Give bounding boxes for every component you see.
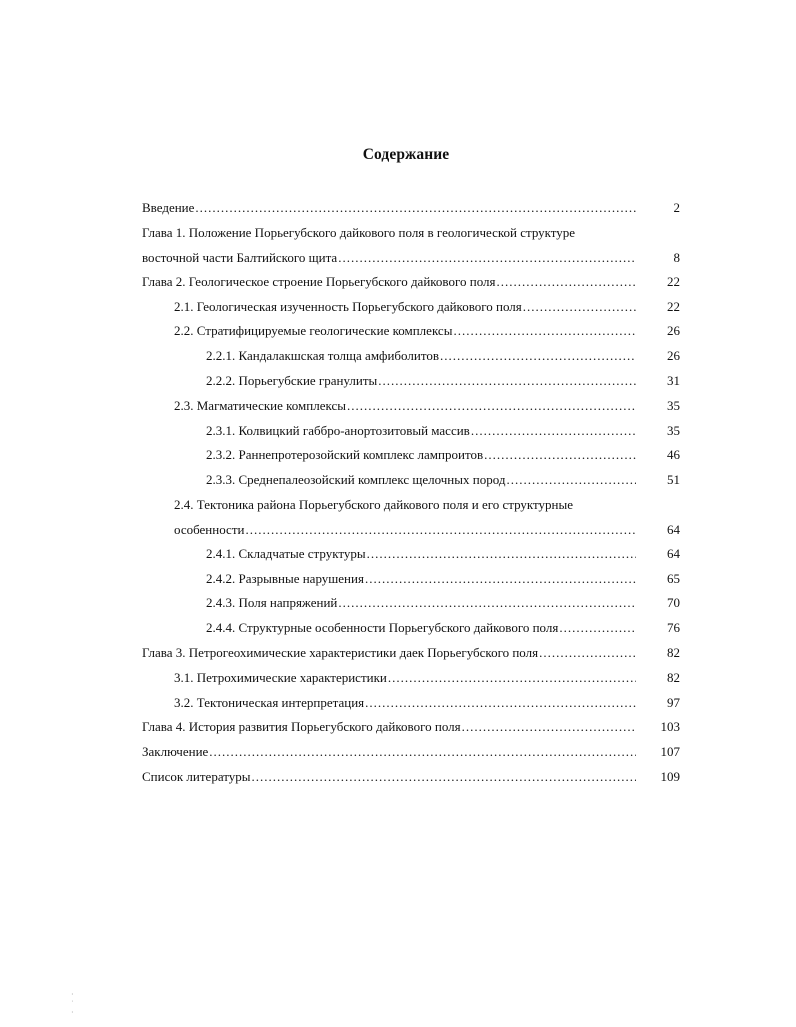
toc-entry-chapter-2[interactable]: [142, 274, 680, 290]
toc-leader-dots: [338, 250, 636, 266]
toc-entry-page: 65: [667, 571, 680, 586]
toc-entry-page: 97: [667, 695, 680, 710]
toc-entry-label: 2.3.2. Раннепротерозойский комплекс лампроитов: [206, 447, 484, 462]
toc-entry-page: 46: [667, 447, 680, 462]
toc-entry-page: 26: [667, 348, 680, 363]
toc-leader-dots: [388, 670, 636, 686]
toc-entry-page: 64: [667, 546, 680, 561]
toc-entry-label: 3.1. Петрохимические характеристики: [174, 670, 387, 685]
toc-entry-2-2[interactable]: [174, 323, 680, 339]
toc-leader-dots: [440, 348, 636, 364]
toc-leader-dots: [523, 299, 636, 315]
toc-entry-page: 103: [660, 719, 680, 734]
toc-entry-page: 31: [667, 373, 680, 388]
toc-entry-2-4-1[interactable]: [206, 546, 680, 562]
toc-entry-2-4-2[interactable]: [206, 571, 680, 587]
toc-entry-page: 22: [667, 299, 680, 314]
toc-leader-dots: [484, 447, 636, 463]
toc-entry-2-3-1[interactable]: [206, 423, 680, 439]
toc-entry-3-2[interactable]: [174, 695, 680, 711]
toc-entry-page: 26: [667, 323, 680, 338]
toc-entry-label: 2.1. Геологическая изученность Порьегубского дайкового поля: [174, 299, 522, 314]
toc-entry-references[interactable]: [142, 769, 680, 785]
toc-entry-chapter-4[interactable]: [142, 719, 680, 735]
toc-leader-dots: [245, 522, 636, 538]
toc-entry-label: особенности: [174, 522, 245, 537]
toc-entry-chapter-1[interactable]: [142, 225, 680, 266]
toc-leader-dots: [559, 620, 636, 636]
toc-entry-3-1[interactable]: [174, 670, 680, 686]
toc-leader-dots: [539, 645, 636, 661]
toc-entry-2-4-3[interactable]: [206, 595, 680, 611]
toc-entry-page: 64: [667, 522, 680, 537]
toc-entry-label: Глава 2. Геологическое строение Порьегубского дайкового поля: [142, 274, 496, 289]
toc-leader-dots: [347, 398, 636, 414]
toc-entry-2-4-4[interactable]: [206, 620, 680, 636]
toc-entry-page: 76: [667, 620, 680, 635]
toc-leader-dots: [365, 571, 636, 587]
toc-entry-label: 2.2. Стратифицируемые геологические комплексы: [174, 323, 453, 338]
page-title: Содержание: [362, 146, 450, 163]
toc-entry-chapter-3[interactable]: [142, 645, 680, 661]
toc-entry-label: Введение: [142, 200, 195, 215]
toc-leader-dots: [209, 744, 636, 760]
toc-leader-dots: [378, 373, 636, 389]
toc-leader-dots: [195, 200, 636, 216]
toc-entry-2-3-2[interactable]: [206, 447, 680, 463]
toc-entry-2-3-3[interactable]: [206, 472, 680, 488]
toc-entry-label: 2.2.1. Кандалакшская толща амфиболитов: [206, 348, 439, 363]
toc-entry-label: восточной части Балтийского щита: [142, 250, 338, 265]
toc-entry-page: 82: [667, 670, 680, 685]
toc-entry-page: 8: [673, 250, 680, 265]
toc-entry-page: 107: [660, 744, 680, 759]
toc-entry-page: 2: [673, 200, 680, 215]
toc-entry-page: 109: [660, 769, 680, 784]
scan-artifact: · ˙ ·: [71, 990, 74, 1017]
toc-entry-2-1[interactable]: [174, 299, 680, 315]
toc-entry-label-line1: Глава 1. Положение Порьегубского дайкового поля в геологической структуре: [142, 225, 576, 240]
toc-entry-label: 2.3.1. Колвицкий габбро-анортозитовый массив: [206, 423, 470, 438]
toc-leader-dots: [367, 546, 636, 562]
toc-entry-conclusion[interactable]: [142, 744, 680, 760]
toc-entry-label: 2.4.1. Складчатые структуры: [206, 546, 366, 561]
toc-entry-label: Заключение: [142, 744, 209, 759]
toc-entry-label: Глава 3. Петрогеохимические характеристики даек Порьегубского поля: [142, 645, 539, 660]
toc-leader-dots: [506, 472, 636, 488]
toc-entry-label: 2.3. Магматические комплексы: [174, 398, 346, 413]
toc-entry-page: 35: [667, 398, 680, 413]
toc-entry-label: 2.2.2. Порьегубские гранулиты: [206, 373, 378, 388]
toc-entry-2-3[interactable]: [174, 398, 680, 414]
toc-leader-dots: [462, 719, 636, 735]
toc-leader-dots: [338, 595, 636, 611]
toc-leader-dots: [252, 769, 637, 785]
toc-entry-label: 2.4.4. Структурные особенности Порьегубского дайкового поля: [206, 620, 559, 635]
toc-entry-label-line1: 2.4. Тектоника района Порьегубского дайкового поля и его структурные: [174, 497, 574, 512]
toc-entry-page: 82: [667, 645, 680, 660]
toc-leader-dots: [471, 423, 636, 439]
toc-entry-2-2-1[interactable]: [206, 348, 680, 364]
toc-entry-label: 2.4.3. Поля напряжений: [206, 595, 338, 610]
toc-entry-label: 3.2. Тектоническая интерпретация: [174, 695, 365, 710]
toc-entry-page: 22: [667, 274, 680, 289]
toc-entry-introduction[interactable]: [142, 200, 680, 216]
toc-entry-label: 2.3.3. Среднепалеозойский комплекс щелочных пород: [206, 472, 506, 487]
toc-entry-label: 2.4.2. Разрывные нарушения: [206, 571, 364, 586]
toc-entry-page: 35: [667, 423, 680, 438]
toc-entry-page: 51: [667, 472, 680, 487]
toc-entry-2-2-2[interactable]: [206, 373, 680, 389]
toc-entry-2-4[interactable]: [174, 497, 680, 538]
toc-entry-label: Глава 4. История развития Порьегубского дайкового поля: [142, 719, 461, 734]
toc-leader-dots: [365, 695, 636, 711]
toc-leader-dots: [497, 274, 637, 290]
toc-entry-page: 70: [667, 595, 680, 610]
toc-leader-dots: [453, 323, 636, 339]
toc-entry-label: Список литературы: [142, 769, 251, 784]
